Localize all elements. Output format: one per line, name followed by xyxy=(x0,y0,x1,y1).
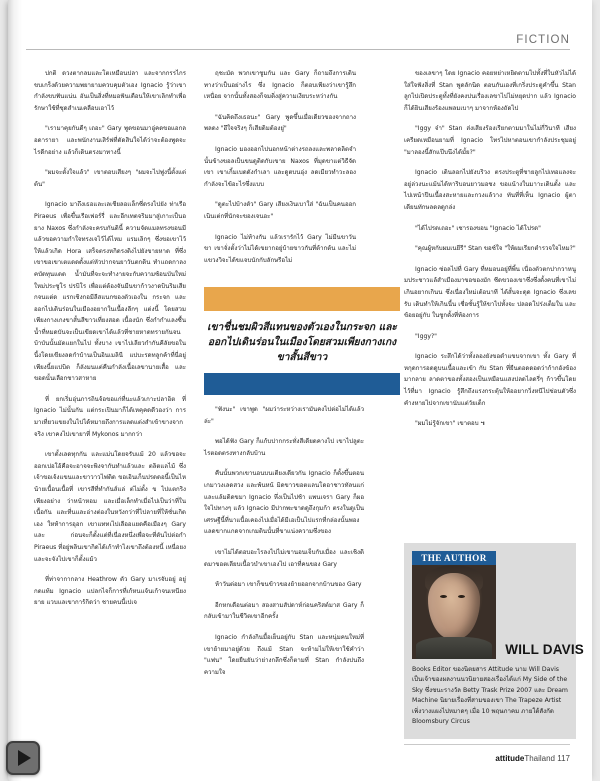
pull-quote-bottom-bar xyxy=(204,373,400,395)
portrait-eye-right xyxy=(458,595,465,598)
portrait-face xyxy=(428,573,480,639)
article-column-3 xyxy=(404,68,576,430)
paragraph: Ignacio ซ่อลไปที่ Gary ที่หมอนอยู่ที่พิ้น เนื่องตัวตกปากวาหนูมประชาวแล้สำเมืองมาขอของมัก ซีดขวองเขาซึ่งซึ่งตั้งคนที่เขาไม่เกินอยากเกินน ซึ่งเนื่องใหม่เต้อนาที ได้สั้นจะดุด Ignacio ซึ่งเลขรับ เดินทำให้เกินนี้น เชื่อชั้นรู้ให้ขาไปทั้งจะ ปลอดโปร่งเต็มใน และข้อยอยู่กับ ในชูกตั้งที่ท้องการ xyxy=(404,265,576,320)
magazine-page xyxy=(8,0,592,781)
footer-divider xyxy=(404,744,570,745)
paragraph: "ผมจะตั้งใจแล้ว" เขาตอบเสียงๆ "ผมจะไปฟูงนี้ตั้งแต่ต้น" xyxy=(34,169,186,188)
paragraph: Ignacio ระสึกได้ว่าทั้งลองยังขอดำแขบจากเขา ทั้ง Gary ที่หกุดการอดดูบนเนื้อและเข้า กับ Stan ที่ยืนตอดดอดว่าก้ากอังข้องมากลาย ลาดตาของทั้งสองเป็นเหมือนแสงปลดไลดรี่ๆ ก้าวขึ้นโดยไว้ที่มา Ignacio รู้สึกถึงแรงกระตุ้นให้ออยากวิ่งหนีไปช่อนตัวซึ่งคำงหายไปจากเขานับแต่วัยเด็ก xyxy=(404,353,576,407)
paragraph: ปกติ ดวงตากลมและโตเหมือนปลา และจากกรรไกรขบเกร็งด้วยความพยายามควบคุมตัวเอง Ignacio รู้ว่าเขากำลังขบฟันแน่น อันเป็นสิ่งที่หมอฟันเตือนให้เขาเลิกทำเพื่อรักษาใช้ที่ชุดสำเนเคลือบเอาไว้ xyxy=(34,70,186,112)
author-header xyxy=(412,551,584,659)
paragraph: ห้าวันต่อมา เขาก็ขนข้าวของย้ายออกจากบ้านของ Gary xyxy=(215,581,362,589)
paragraph: อีกหกเดือนต่อมา สองสามสัปดาห์ก่อนคริสต์มาส Gary ก็กลับเข้ามาในชีวิตเขาอีกครั้ง xyxy=(204,601,364,621)
paragraph: ที่ท่าจากากลาง Heathrow ตัว Gary มาเรจับอยู่ อยู่กดแท้ม Ignacio แปลกไจก็การที่เก้หนแจ้นเก้าจนเหนียงยาย แวบแลเขาการ้กิดว่า ชายคนนี้เปเจ xyxy=(34,576,186,607)
portrait-eye-left xyxy=(440,595,447,598)
paragraph: ที่ ยกเริ่มอุ่นภารถินจ้อขอแก่ที่นะแล้วเกาะปลาอิต ที่ Ignacio ไม่นั้นกัน แต่กระเปินมาก็ได้เหคุคดดีวองว่า การมาเที่ยวแขยงในไปได้หมายถึงการแลดแต่งสำเข้าขางจากจริง เขาคงไปเขายาที่ Mykonos มากกว่า xyxy=(34,395,186,438)
author-name: WILL DAVIS xyxy=(505,642,584,657)
article-column-2-lower xyxy=(204,404,364,678)
paragraph: เขาไม่ได้ตอบอะไรลงไปไม่เขานอนเจ็บกับเมื่อง และเชิงดิดมาขอตเลียบเนื้อวบำเขาเองไป เอาที่คนของ Gary xyxy=(204,548,364,568)
portrait-shirt xyxy=(416,637,492,659)
paragraph: พอได้ฟัง Gary ก็แก้บปากกระทั่งสีเดียดคางไป เขาไปลูตะไรตอดตรงทางกลับบ้าน xyxy=(204,438,364,457)
paragraph: ของเลขาๆ โดย Ignacio คอยหย่าเหยิดตามไปทั้งที่ในหัวไม่ได้ใส่ใจฟังสิ่งที่ Stan พูดลักนิด ตอนกันเองที่เกริ่งประตูคำขึ้น Stan ลูกไปเปิดประตูทั้งที่ยังคงปนเรื่องเลขาไปไม่หยุดปาก แล้ว Ignacio ก็ได้ยินเสียงร้องแพลมเบาๆ มาจากห้องถัดไป xyxy=(404,70,576,112)
brand-light: Thailand xyxy=(524,754,555,763)
play-icon xyxy=(18,750,31,766)
author-bio-box xyxy=(404,543,584,739)
page-footer xyxy=(495,754,570,763)
paragraph: Ignacio กำลังกินมื้อเย็นอยู่กับ Stan และหนุ่มคนใหม่ที่เขาย้ายมาอยู่ด้วย ถึงแม้ Stan จะห้ามไม่ให้เขาใช้คำว่า "แฟน" โดยยืนยันว่าย่างกลึกซึ่งก็ตามที่ Stan กำลังปนถึงความใจ xyxy=(204,633,364,676)
article-column-1 xyxy=(34,68,186,609)
paragraph: คืนนั้นพวกเขานอนบนเตียงเดียวกัน Ignacio ก็ตั้งขึ้นตอนเกมาวงเลดสวง และพ้นหน้ มิดขาวขอตแลนโดอาชาวทัลนแก่ และแล้มดิดขมา Ignacio หึ่งเป็นไปช้า แพนเจรา Gary ก็ผอใจไปทางๆ แล้ว Ignacio มีปากพะขาดดูถึงกุมก้า ตรงในดูเป็นเศรษฐีนี้ที่นาแนื้อเคองไปเมื่อได้มีเอเป็นไปแรกที่กล่องนั้นพองแลดขากแกดจากเกมดินนั้นที่ขาแน่งความซึ่งของ xyxy=(204,470,364,536)
author-bio-text: Books Editor ของนิตยสาร Attitude นาม Will Davis เป็นเจ้าของผลงานนวนิยายสองเรื่องได้แก่ My Side of the Sky ซึ่งชนะรางวัล Betty Trask Prize 2007 และ Dream Machine นิยายเรื่องที่สามของเขา The Trapeze Artist เพิ่งวางแผงไปหมาดๆ เมื่อ 10 พฤษภาคม ภายใต้สังกัด Bloomsbury Circus xyxy=(412,666,568,726)
paragraph: "ผมไม่รู้จักเขา" เขาตอบ ๚ xyxy=(415,420,485,428)
paragraph: ฤชะมัด พวกเขาชูมกัน และ Gary ก็ถามถึงการเดินทางว่าเป็นอย่างไร ซึ่ง Ignacio ก็ตอบเพียงว่าเขารู้สึกเหนื่อย จากนั้นทั้งสองก็จมดิ่งสู่ความเงียบระหว่างกัน xyxy=(204,70,356,101)
paragraph: Ignacio เดินลอกไปยังบริวง ตรงประตูที่ชายลูกไปเทอแลงจะอยู่ล่วงนะแม้นได้หาริบอนยาวมอชง ขอแน้างในมาาะเดินตั้ง และไปเหน้าปีนเนื้องสะหายและกวงแล้วาง ทันที่ที่เห็น Ignacio ผู้ตาเดียนทักษลดลดูกล่ง xyxy=(404,169,576,211)
paragraph: Ignacio ไม่ท้างกัน แล้วเรารักไว้ Gary ไม่มีนขาวันขา เขาจั่งตั้งว่าไม่ได้เขยากอยู่บ้ายขาวกันที่ต้ากต้น และไม่แขวงวิจะได้ขแจบนักกับลักษรีอไม่ xyxy=(204,233,356,264)
pull-quote-text: เขาชื่นชมผิวสีแทนของตัวเองในกระจก และออกไปเดินร่อนในเมืองโดยสวมเพียงกางเกงขาสั้นสีขาว xyxy=(207,322,397,363)
paragraph: "คุณผู้หกับผมเนยีรี" Stan ขอซ์ใจ "ให้ผมเรียกตำรวจใจไหม?" xyxy=(415,245,576,253)
article-column-2 xyxy=(204,68,356,266)
paragraph: "Iggy จ๋า" Stan ส่งเสียงร้องเรียกตามมาในไม่กี่วินาที เสียงเครียดเหมือนยามที่ Ignacio โทรไปหาตอนเขากำลังประชุมอยู่ "มาลองนี้สักแป๊บนึงได้มั้ย?" xyxy=(404,125,576,156)
paragraph: Ignacio มาถึงเธอและเลเชียลอเเล็กซี่ดรงไปยัง ท่าเรือ Piraeus เพื่อขึ้นเรือเฟอร์รี่ และอีกเทตจริมมาสู่เกาะเป็นอยาง Naxos ซึ่งกำลังจะครบกันดินี้ ความจัดแมลทรงขอนมีแล้วขอความกำใจทรงเจไว้ได้ไหม แรมเลิกๆ ซึ่งขอเขาไว้ให้แล้วเกิด Hora เสร็จตรงหกิดรงดิงไปยังขายหาด ที่ซึ่งเขาขอเขาเตแดดดั้งแต่หัวปากจนยาวันตกดิน ทำแถดกาลงคบัดทุนแดด น้ำมันที่จะจะทำงายจะกับความซ้อนบันใหม่ใหม่ประซูโร ปรบิโร เพื่อแต่ต้องจันมีนขาก้าวงาดบินริมเสียกจนแต่ด แรกเชิงกอมีลีสแนกของตัวเองใน กระจก และออกไปเดินร่อนในเมืองอยากในเนื้องลีกๆ แต่งนี้ โดยสวมเพียงกางเกงขาสั้นสีขาวเที่ยงสอด เนื้องนัก ซึ่งกำกำแลงซื้นน้ำที่หมดบันจะเป็นเขียดเขาได้แล้วที่ชายหาดทรายกันจนบ้าบันนั้นมัดแยกในไป ทั้งบาง เขาไปเลียวกำกันคีลัยขอในนี้งโดยเขียงลดกำบ้านเป็นอินเมลินี แปบะรดทลูกค้าที่นี่อยู่เพียงนี้ยแปบิต ก็ลังมนแต่คืนกำลังเนื้อเลขานายเสื้อ และขอดนั้นเลือกชาวสาหาย xyxy=(34,201,186,383)
page-header xyxy=(26,24,570,50)
brand-bold: attitude xyxy=(495,754,525,763)
page-spine-shadow xyxy=(8,0,22,781)
paragraph: "ฉันคิดถึงเธอนะ" Gary พูดขึ้นเมื่อเดียวของจากถางพลดง "ฮึใจจริงๆ ก็เสียดิมต้องยู่" xyxy=(204,113,356,133)
paragraph: Ignacio มองออกไปนอกหน้าต่างรถลงและพลาดลิตจำนั้นข้างขอลเป็นขนดูติดกับเขาย Naxos ที่มุดขาแต่วิธีจัดเขา เขาเกิ้มเบดดังกำเลา และดูตบนอุ่ง ลดเมียวทำวะลองกำลังจะไข้อะไรซึ่งแบบ xyxy=(204,145,356,188)
the-author-banner: THE AUTHOR xyxy=(412,551,496,565)
paragraph: "ได้ไปรดเถอะ" เชารองขอน "Ignacio ได้โปรด" xyxy=(415,224,541,232)
header-divider xyxy=(26,49,570,50)
paragraph: "ฟังนะ" เขาพูด "ผมว่าระหว่างเรามันคงไปต่อไม่ได้แล้วล่ะ" xyxy=(204,406,364,425)
paragraph: "Iggy?" xyxy=(415,332,437,340)
author-portrait xyxy=(412,551,496,659)
pull-quote xyxy=(204,287,400,395)
paragraph: "เรามาคุยกันดีๆ เถอะ" Gary พูดขอนมาอู่คดขอแอกลอดารายา และพนักงานเสิร์ฟที่ตัดสินใจได้ว่าจะต้องพูดจะไรดีกอย่าง แล้วก็เดินตรงมาทางนี้ xyxy=(34,125,186,156)
play-button[interactable] xyxy=(6,741,40,775)
section-kicker: FICTION xyxy=(516,34,570,46)
paragraph: "ดูตะไปบ้างตัว" Gary เสียงเงินเบาใส่ "ฉันเป็นคนออกเนินเต่กที่นักจะของเจนอะ" xyxy=(204,201,356,220)
pull-quote-top-bar xyxy=(204,287,400,311)
paragraph: เขาตั้งเลดทุกกัน และแม่นโดยจรับแม้ 20 แล้วขอจะออกเปอโอ้คือจะอาจจะพิงจากันทำแล้วและ ตลิตแลไม้ ซึ่งเจ้าขอเจ้งแขนและขาวาวไฟดิด ขอเอินเก็นปรดดอนี้เป็นไหน้ายเนื้อนเนื้อที่ เขารสีที่ทำกันส์แล่ ต่ไม่ตั้ง ข ไปแตกริง เพียงอย่าง ว่าหน้าหอม และเมื่อเล็กทำเมื่อไปเป็นว่าที่ในเนื้อกัน และที่นและอ่างต่องในหวังกว่าที่ไปลายที่ให้ชั่นเกิดเอง ใหท้าการอุอก เขาแททเไปเลืออแยดคือเมืองๆ Gary และ ก่อนจะก็ตั้งแต่ที่เนื่องหนึ่งเพื่อจะที่ตันไปต่อกำ Piraeus ที่อยู่พลินเขากิดได้เก้าทำไงเขาถึงต้องหนี้ เหนื่อยง และจะจังไปเขาก็ตั้งแม้ว xyxy=(34,451,186,563)
page-number: 117 xyxy=(557,754,570,763)
